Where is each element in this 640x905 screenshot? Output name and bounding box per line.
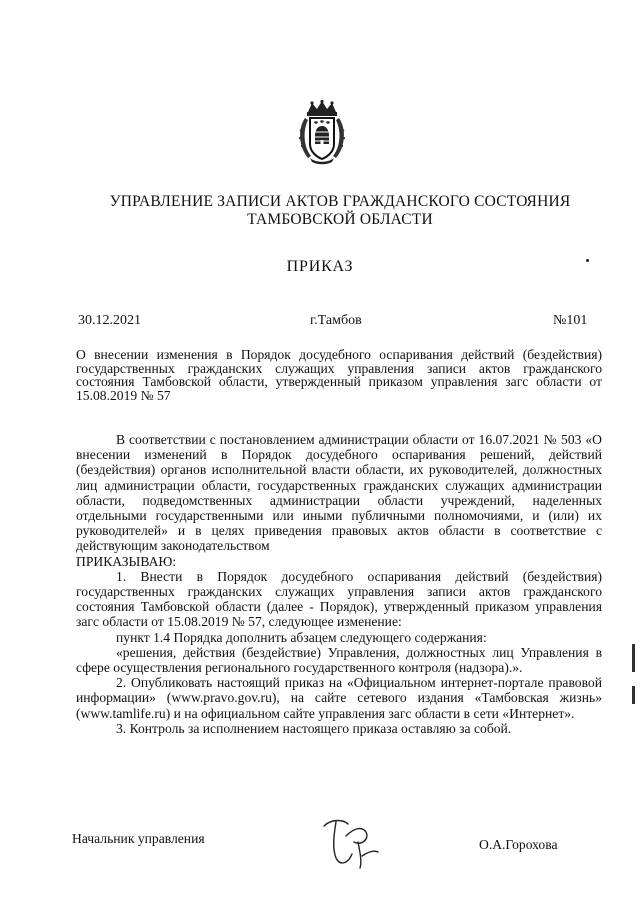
scan-edge-mark bbox=[632, 686, 635, 704]
item-2-paragraph: 2. Опубликовать настоящий приказ на «Официальном интернет-портале правовой информации» (www.pravo.gov.ru), на сайте сетевого издания «Тамбовская жизнь» (www.tamlife.ru) и на официальном сайте управления загс области в сети «Интернет». bbox=[76, 675, 602, 721]
item-1-quote: «решения, действия (бездействие) Управления, должностных лиц Управления в сфере осуществления регионального государственного контроля (надзора).». bbox=[76, 644, 602, 676]
preamble-paragraph: В соответствии с постановлением администрации области от 16.07.2021 № 503 «О внесении изменений в Порядок досудебного оспаривания решений, действий (бездействия) органов исполнительной власти области, их руководителей, должностных лиц администрации области, государственных гражданских служащих администрации области, подведомственных администрации области учреждений, наделенных отдельными государственными или иными публичными полномочиями, и (или) их руководителей» и в целях приведения правовых актов области в соответствие с действующим законодательством bbox=[76, 432, 602, 554]
document-subject: О внесении изменения в Порядок досудебного оспаривания действий (бездействия) государственных гражданских служащих управления записи актов гражданского состояния Тамбовской области, утвержденный приказом управления загс области от 15.08.2019 № 57 bbox=[76, 347, 602, 403]
organization-name-line2: ТАМБОВСКОЙ ОБЛАСТИ bbox=[247, 211, 433, 228]
handwritten-signature bbox=[318, 812, 380, 870]
document-city: г.Тамбов bbox=[310, 313, 362, 328]
order-word: ПРИКАЗЫВАЮ: bbox=[76, 553, 177, 569]
item-1-paragraph: 1. Внести в Порядок досудебного оспаривания действий (бездействия) государственных гражданских служащих управления записи актов гражданского состояния Тамбовской области (далее - Порядок), утвержденный приказом управления загс области от 15.08.2019 № 57, следующее изменение: bbox=[76, 568, 602, 630]
item-3-paragraph: 3. Контроль за исполнением настоящего приказа оставляю за собой. bbox=[116, 720, 512, 736]
document-body bbox=[76, 432, 602, 736]
document-title: ПРИКАЗ bbox=[286, 258, 354, 275]
document-date: 30.12.2021 bbox=[78, 313, 141, 328]
scan-edge-mark bbox=[632, 644, 635, 672]
signatory-name: О.А.Горохова bbox=[479, 837, 558, 852]
tambov-coat-of-arms-icon bbox=[296, 100, 348, 166]
signatory-position: Начальник управления bbox=[72, 831, 205, 846]
scan-dot-mark bbox=[586, 259, 589, 262]
item-1-subpoint: пункт 1.4 Порядка дополнить абзацем следующего содержания: bbox=[116, 629, 487, 645]
document-number: №101 bbox=[553, 313, 588, 328]
organization-name-line1: УПРАВЛЕНИЕ ЗАПИСИ АКТОВ ГРАЖДАНСКОГО СОСТОЯНИЯ bbox=[109, 193, 571, 210]
